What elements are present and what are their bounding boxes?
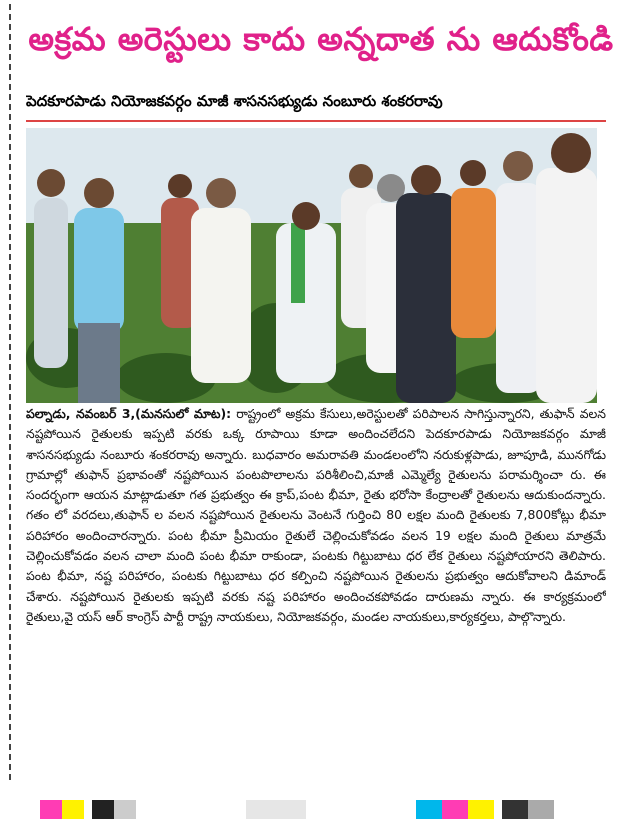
color-swatch xyxy=(306,800,416,819)
color-swatch xyxy=(92,800,114,819)
news-photo xyxy=(26,128,597,403)
color-swatch xyxy=(114,800,136,819)
print-color-bar xyxy=(0,800,626,819)
color-swatch xyxy=(468,800,494,819)
color-swatch xyxy=(136,800,246,819)
color-swatch xyxy=(442,800,468,819)
color-swatch xyxy=(40,800,62,819)
subheadline: పెదకూరపాడు నియోజకవర్గం మాజీ శాసనసభ్యుడు నంబూరు శంకరరావు xyxy=(26,86,606,122)
color-swatch xyxy=(528,800,554,819)
column-rule xyxy=(9,4,11,780)
farmers-field-photo-icon xyxy=(26,128,597,403)
color-swatch xyxy=(494,800,502,819)
color-swatch xyxy=(84,800,92,819)
headline: అక్రమ అరెస్టులు కాదు అన్నదాత ను ఆదుకోండి xyxy=(28,20,614,58)
article-text: రాష్ట్రంలో అక్రమ కేసులు,అరెస్టులతో పరిపాలన సాగిస్తున్నారని, తుఫాన్ వలన నష్టపోయిన రైతులకు ఇప్పటి వరకు ఒక్క రూపాయి కూడా అందించలేదని పెదకూరపాడు నియోజకవర్గం మాజీ శాసనసభ్యుడు నంబూరు శంకరరావు అన్నారు. బుధవారం అమరావతి మండలంలోని నరుకుళ్లపాడు, జూపూడి, మునగోడు గ్రామాల్లో తుఫాన్ ప్రభావంతో నష్టపోయిన పంటపొలాలను పరిశీలించి,మాజీ ఎమ్మెల్యే రైతులను పరామర్శించా రు. ఈ సందర్భంగా ఆయన మాట్లాడుతూ గత ప్రభుత్వం ఈ క్రాప్,పంట భీమా, రైతు భరోసా కేంద్రాలతో రైతులను ఆదుకుందన్నారు. గతం లో వరదలు,తుఫాన్ ల వలన నష్టపోయిన రైతులను వెంటనే గుర్తించి 80 లక్షల మంది రైతులకు 7,800కోట్లు భీమా పరిహారం అందించారన్నారు. పంట భీమా ప్రీమియం రైతులే చెల్లించుకోవడం వలన 19 లక్షల మంది రైతులు మాత్రమే చెల్లించుకోవడం వలన చాలా మంది పంట భీమా రాకుండా, పంటకు గిట్టుబాటు ధర లేక రైతులు నష్టపోయారని తెలిపారు. పంట భీమా, నష్ట పరిహారం, పంటకు గిట్టుబాటు ధర కల్పించి నష్టపోయిన రైతులను ప్రభుత్వం ఆదుకోవాలని డిమాండ్ చేశారు. నష్టపోయిన రైతులకు ఇప్పటి వరకు నష్ట పరిహారం అందించకపోవడం దారుణమ న్నారు. ఈ కార్యక్రమంలో రైతులు,వై యస్ ఆర్ కాంగ్రెస్ పార్టీ రాష్ట్ర నాయకులు, నియోజకవర్గం, మండల నాయకులు,కార్యకర్తలు, పాల్గొన్నారు. xyxy=(26,406,606,624)
color-swatch xyxy=(502,800,528,819)
dateline: పల్నాడు, నవంబర్ 3,(మనసులో మాట): xyxy=(26,406,232,421)
color-swatch xyxy=(246,800,306,819)
article-body xyxy=(26,404,606,784)
color-swatch xyxy=(416,800,442,819)
color-swatch xyxy=(554,800,606,819)
color-swatch xyxy=(0,800,40,819)
color-swatch xyxy=(62,800,84,819)
article-paragraph xyxy=(26,404,606,627)
